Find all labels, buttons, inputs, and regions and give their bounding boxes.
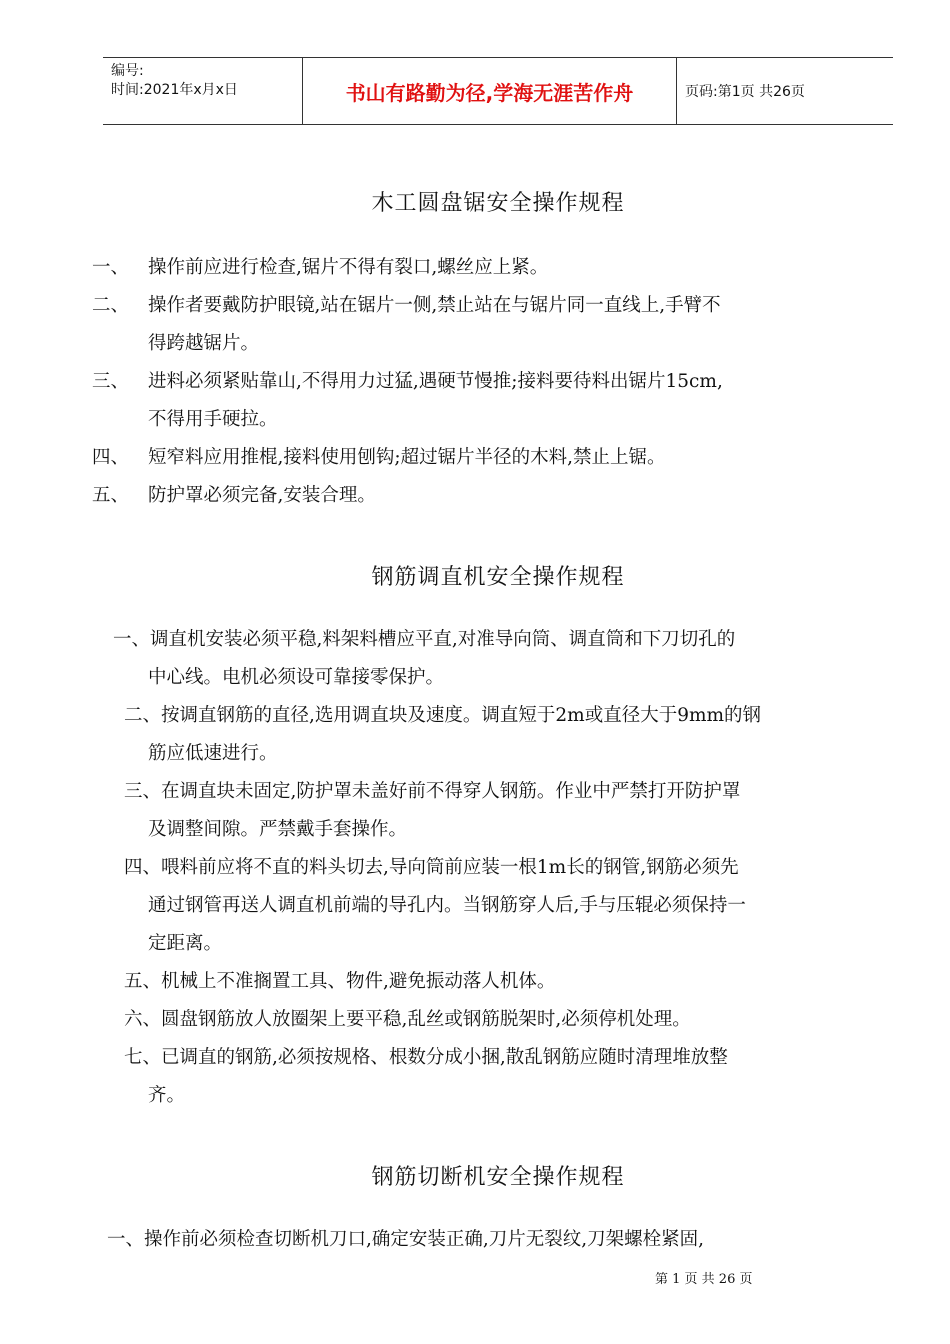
section-title-2: 钢筋调直机安全操作规程	[371, 565, 625, 590]
number-label: 编号:	[111, 63, 144, 79]
list-item: 一、操作前必须检查切断机刀口,确定安装正确,刀片无裂纹,刀架螺栓紧固,	[107, 1229, 705, 1250]
list-item: 三、 进料必须紧贴靠山,不得用力过猛,遇硬节慢推;接料要待料出锯片15cm,	[92, 371, 723, 392]
list-item: 四、 短窄料应用推棍,接料使用刨钩;超过锯片半径的木料,禁止上锯。	[92, 447, 666, 468]
list-item: 五、机械上不准搁置工具、物件,避免振动落人机体。	[124, 971, 556, 992]
header-meta	[103, 58, 303, 124]
time-label: 时间:2021年x月x日	[111, 82, 238, 98]
header-page-info: 页码:第1页 共26页	[685, 84, 805, 100]
page-footer: 第 1 页 共 26 页	[655, 1272, 753, 1287]
list-item: 五、 防护罩必须完备,安装合理。	[92, 485, 376, 506]
list-item: 一、调直机安装必须平稳,料架料槽应平直,对准导向筒、调直筒和下刀切孔的	[113, 629, 736, 650]
list-item-continuation: 筋应低速进行。	[148, 743, 278, 764]
section-title-1: 木工圆盘锯安全操作规程	[371, 191, 625, 216]
list-item-continuation: 及调整间隙。严禁戴手套操作。	[148, 819, 408, 840]
list-item: 二、 操作者要戴防护眼镜,站在锯片一侧,禁止站在与锯片同一直线上,手臂不	[92, 295, 721, 316]
list-item: 一、 操作前应进行检查,锯片不得有裂口,螺丝应上紧。	[92, 257, 549, 278]
list-item: 四、喂料前应将不直的料头切去,导向筒前应装一根1m长的钢管,钢筋必须先	[124, 857, 739, 878]
list-item-continuation: 定距离。	[148, 933, 223, 954]
list-item: 三、在调直块未固定,防护罩未盖好前不得穿人钢筋。作业中严禁打开防护罩	[124, 781, 741, 802]
list-item-continuation: 中心线。电机必须设可靠接零保护。	[148, 667, 445, 688]
list-item-continuation: 齐。	[148, 1085, 186, 1106]
document-header	[103, 57, 893, 125]
list-item: 六、圆盘钢筋放人放圈架上要平稳,乱丝或钢筋脱架时,必须停机处理。	[124, 1009, 691, 1030]
list-item-continuation: 得跨越锯片。	[148, 333, 260, 354]
list-item: 二、按调直钢筋的直径,选用调直块及速度。调直短于2m或直径大于9mm的钢	[124, 705, 762, 726]
list-item-continuation: 不得用手硬拉。	[148, 409, 278, 430]
section-title-3: 钢筋切断机安全操作规程	[371, 1165, 625, 1190]
list-item-continuation: 通过钢管再送人调直机前端的导孔内。当钢筋穿人后,手与压辊必须保持一	[148, 895, 746, 916]
list-item: 七、已调直的钢筋,必须按规格、根数分成小捆,散乱钢筋应随时清理堆放整	[124, 1047, 728, 1068]
header-motto: 书山有路勤为径,学海无涯苦作舟	[303, 58, 677, 124]
